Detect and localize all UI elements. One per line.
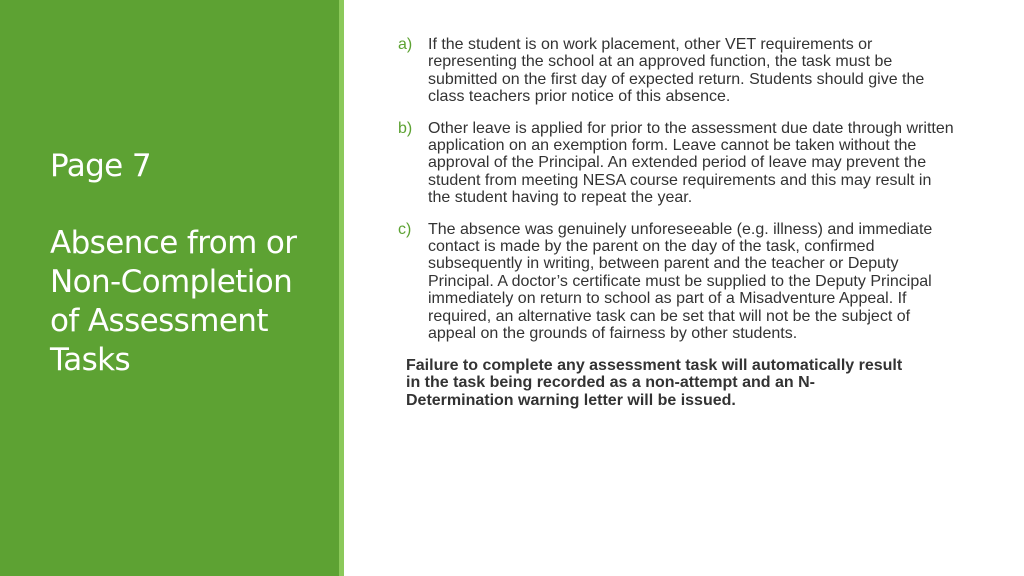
list-item-text: The absence was genuinely unforeseeable (e.g. illness) and immediate contact is made by the parent on the day of the task, confirmed subsequently in writing, between parent and the teacher or Deputy Principal. A doctor’s certificate must be supplied to the Deputy Principal immediately on return to school as part of a Misadventure Appeal. If required, an alternative task can be set that will not be the subject of appeal on the grounds of fairness by other students. [428, 220, 933, 343]
panel-accent-stripe [339, 0, 344, 576]
list-item-text: Other leave is applied for prior to the assessment due date through written application on an exemption form. Leave cannot be taken without the approval of the Principal. An extended period of leave may prevent the student from meeting NESA course requirements and this may result in the student having to repeat the year. [428, 119, 954, 207]
list-marker: c) [398, 220, 412, 238]
list-marker: b) [398, 119, 413, 137]
list-item [398, 221, 958, 343]
slide-title [50, 146, 330, 380]
list-item [398, 36, 958, 106]
list-item [398, 120, 958, 207]
list-item-text: If the student is on work placement, other VET requirements or representing the school at an approved function, the task must be submitted on the first day of expected return. Students should give the class teachers prior notice of this absence. [428, 36, 925, 106]
page-number-title: Page 7 [50, 148, 152, 184]
section-heading: Absence from or Non-Completion of Assessment Tasks [50, 225, 297, 378]
warning-note: Failure to complete any assessment task will automatically result in the task being recorded as a non-attempt and an N-Determination warning letter will be issued. [406, 356, 903, 409]
slide-body [398, 36, 958, 409]
list-marker: a) [398, 36, 413, 53]
